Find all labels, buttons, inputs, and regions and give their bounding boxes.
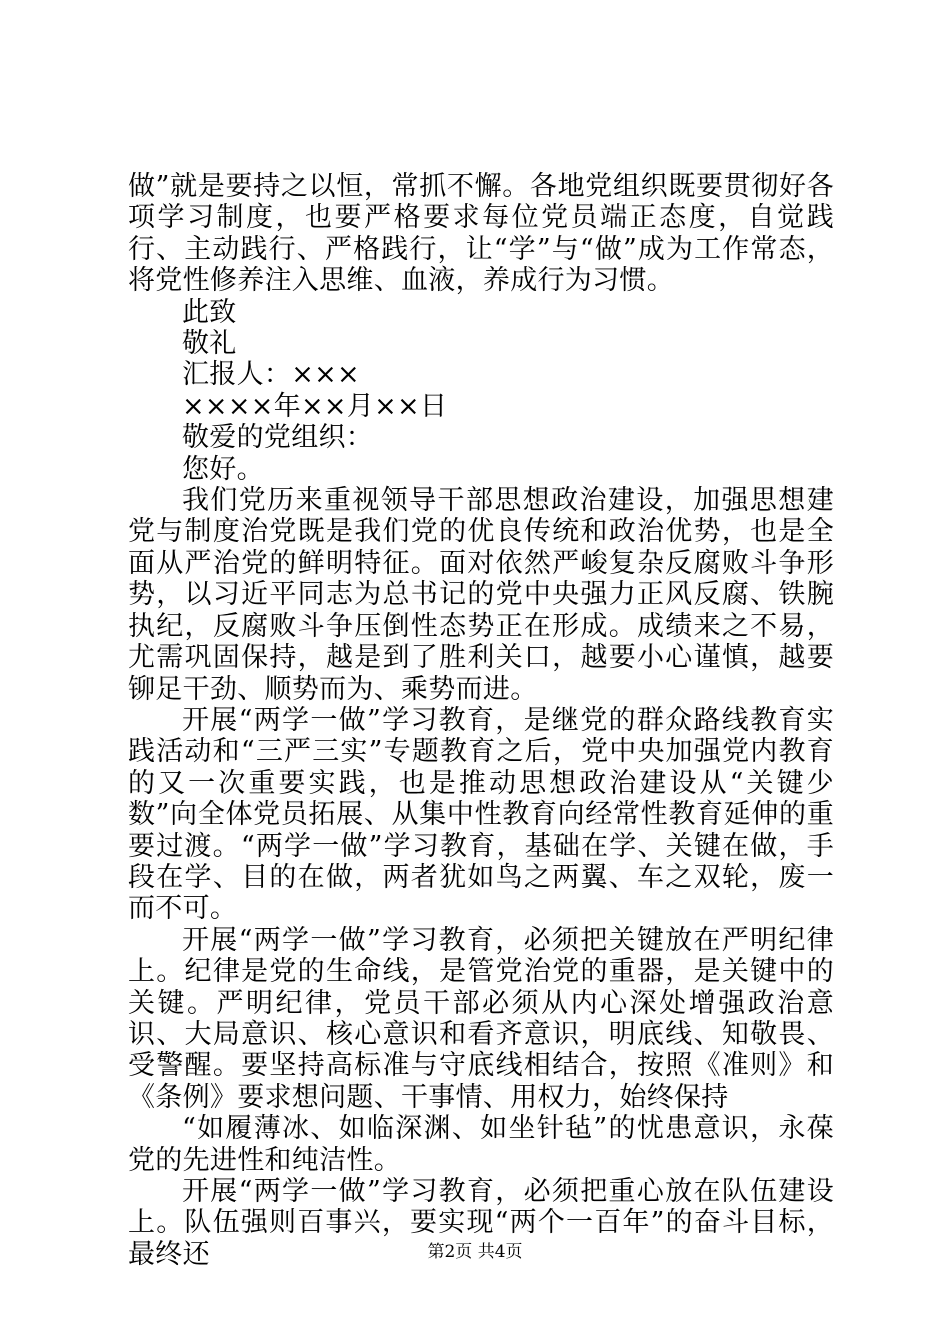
document-body [128,171,834,1270]
date-line: ××××年××月××日 [182,390,448,422]
closing-salutation: 此致 [182,296,237,328]
paragraph-team-building: 开展“两学一做”学习教育，必须把重心放在队伍建设上。队伍强则百事兴，要实现“两个一百年”的奋斗目标，最终还 [128,1176,834,1270]
paragraph-vigilance: “如履薄冰、如临深渊、如坐针毡”的忧患意识，永葆党的先进性和纯洁性。 [128,1113,834,1176]
letter-hello: 您好。 [182,453,264,485]
page-number-footer: 第2页 共4页 [427,1242,523,1262]
letter-greeting: 敬爱的党组织： [182,422,374,454]
reporter-line: 汇报人：××× [182,359,360,391]
paragraph-two-learn-one-do: 开展“两学一做”学习教育，是继党的群众路线教育实践活动和“三严三实”专题教育之后，党中央加强党内教育的又一次重要实践，也是推动思想政治建设从“关键少数”向全体党员拓展、从集中性教育向经常性教育延伸的重要过渡。“两学一做”学习教育，基础在学、关键在做，手段在学、目的在做，两者犹如鸟之两翼、车之双轮，废一而不可。 [128,704,834,925]
closing-respect: 敬礼 [182,328,237,360]
paragraph-discipline: 开展“两学一做”学习教育，必须把关键放在严明纪律上。纪律是党的生命线，是管党治党的重器，是关键中的关键。严明纪律，党员干部必须从内心深处增强政治意识、大局意识、核心意识和看齐意识，明底线、知敬畏、受警醒。要坚持高标准与守底线相结合，按照《准则》和《条例》要求想问题、干事情、用权力，始终保持 [128,924,834,1113]
paragraph-political-building: 我们党历来重视领导干部思想政治建设，加强思想建党与制度治党既是我们党的优良传统和政治优势，也是全面从严治党的鲜明特征。面对依然严峻复杂反腐败斗争形势，以习近平同志为总书记的党中央强力正风反腐、铁腕执纪，反腐败斗争压倒性态势正在形成。成绩来之不易，尤需巩固保持，越是到了胜利关口，越要小心谨慎，越要铆足干劲、顺势而为、乘势而进。 [128,485,834,705]
paragraph-continuation: 做”就是要持之以恒，常抓不懈。各地党组织既要贯彻好各项学习制度，也要严格要求每位党员端正态度，自觉践行、主动践行、严格践行，让“学”与“做”成为工作常态，将党性修养注入思维、血液，养成行为习惯。 [128,171,834,297]
